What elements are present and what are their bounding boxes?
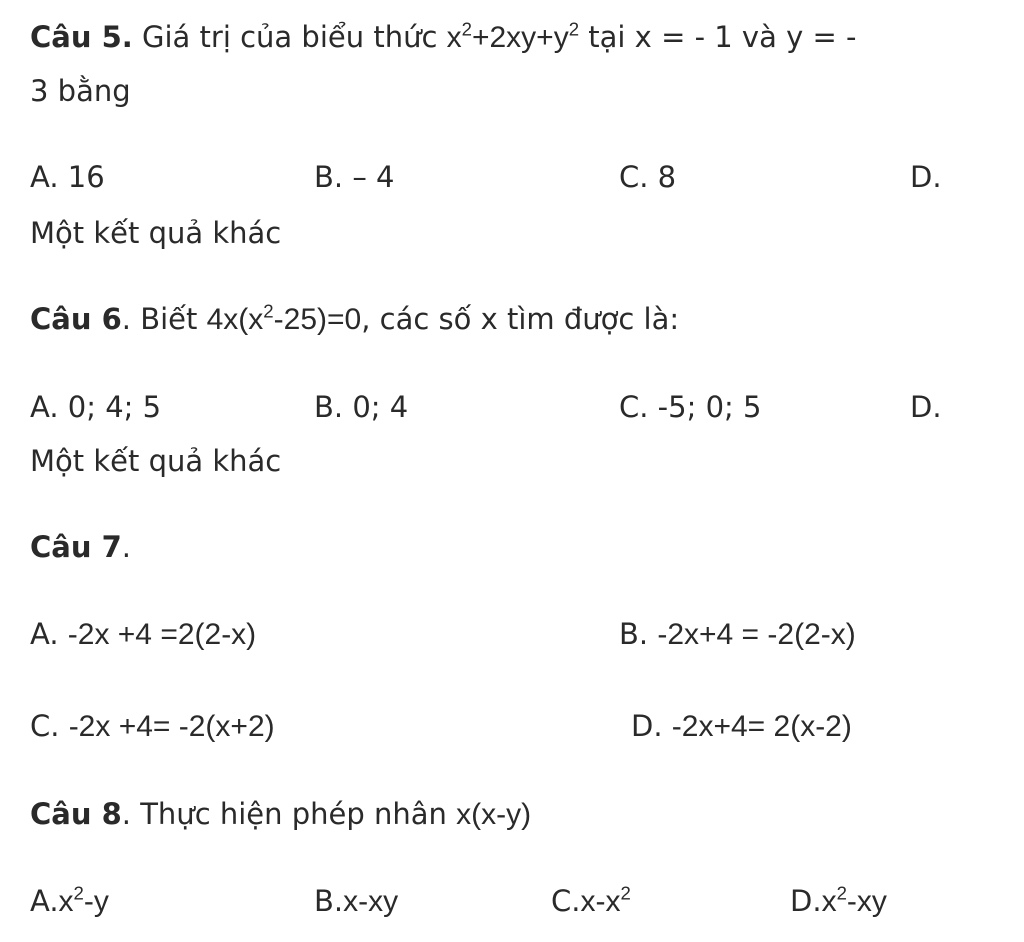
q5-expression: $x^2+2xy+y^2$ [446,18,580,54]
q6-expression: $4x(x^2-25)=0$ [206,300,362,336]
q8-line-1 [30,797,531,833]
q5-option-d-text: Một kết quả khác [30,216,282,250]
q7-line-1 [30,530,131,565]
q7-option-a: A. -2x +4 =2(2-x) [30,617,257,651]
q7-option-c: C. -2x +4= -2(x+2) [30,709,275,743]
q6-option-a: A. 0; 4; 5 [30,390,162,424]
q7-text-1: . [121,530,131,564]
q6-option-c: C. -5; 0; 5 [619,390,762,424]
q5-text-1: Giá trị của biểu thức [132,20,447,54]
q6-option-b: B. 0; 4 [314,390,409,424]
q5-line-1 [30,20,856,56]
q8-option-b: B.x-xy [314,884,399,918]
q7-option-b: B. -2x+4 = -2(2-x) [619,617,856,651]
q6-text-1: . Biết [121,302,207,336]
q8-option-c: $C.x-x^2$ [551,882,631,918]
q6-option-d: D. [910,390,942,424]
q7-option-d: D. -2x+4= 2(x-2) [631,709,852,743]
q5-option-d: D. [910,160,942,194]
q6-line-1 [30,302,679,338]
q6-option-d-text: Một kết quả khác [30,444,282,478]
q5-label: Câu 5. [30,20,133,54]
q5-option-b: B. – 4 [314,160,395,194]
q6-label: Câu 6 [30,302,122,336]
q8-label: Câu 8 [30,797,122,831]
q7-label: Câu 7 [30,530,122,564]
q5-text-2: tại x = - 1 và y = - [579,20,857,54]
q8-option-d: $D.x^2-xy$ [790,882,887,918]
q5-option-a: A. 16 [30,160,105,194]
q8-text-1: . Thực hiện phép nhân [121,797,457,831]
q5-line-2: 3 bằng [30,74,131,108]
q5-option-c: C. 8 [619,160,677,194]
q6-text-2: , các số x tìm được là: [361,302,680,336]
q8-option-a: $A.x^2-y$ [30,882,109,918]
q8-expression: x(x-y) [456,798,532,831]
